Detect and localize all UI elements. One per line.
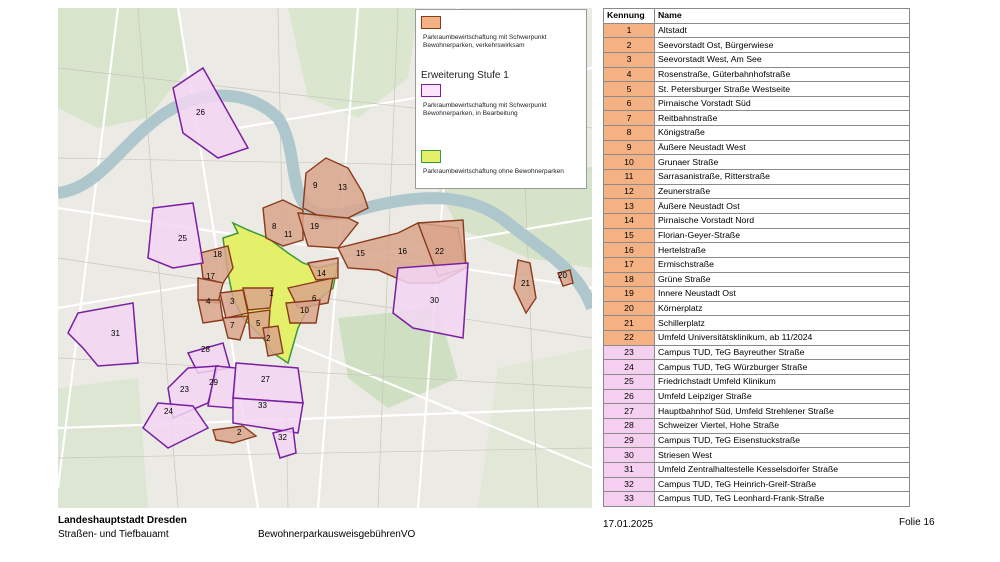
map-legend [415,9,587,189]
column-header-name: Name [655,9,910,24]
zone-name-cell: Campus TUD, TeG Heinrich-Greif-Straße [655,477,910,492]
zone-name-cell: Grunaer Straße [655,155,910,170]
zone-id-cell: 26 [604,389,655,404]
zone-label: 20 [558,271,567,280]
legend-text-planned: Parkraumbewirtschaftung mit Schwerpunkt Bewohnerparken, in Bearbeitung [423,102,547,117]
zone-name-cell: Hertelstraße [655,243,910,258]
zone-name-cell: Umfeld Zentralhaltestelle Kesselsdorfer Straße [655,462,910,477]
zone-label: 31 [111,329,120,338]
zones-table [603,8,910,507]
zone-id-cell: 19 [604,287,655,302]
zone-id-cell: 25 [604,375,655,390]
zone-id-cell: 27 [604,404,655,419]
zone-name-cell: Altstadt [655,23,910,38]
city-map [58,8,592,508]
zone-id-cell: 4 [604,67,655,82]
table-row [604,126,910,141]
zone-name-cell: Schweizer Viertel, Hohe Straße [655,418,910,433]
zone-label: 10 [300,306,309,315]
zone-name-cell: Äußere Neustadt Ost [655,199,910,214]
zone-id-cell: 1 [604,23,655,38]
zone-label: 29 [209,378,218,387]
zone-name-cell: Striesen West [655,448,910,463]
zone-id-cell: 15 [604,228,655,243]
zone-name-cell: Zeunerstraße [655,184,910,199]
table-row [604,272,910,287]
zone-label: 14 [317,269,326,278]
legend-text-active: Parkraumbewirtschaftung mit Schwerpunkt Bewohnerparken, verkehrswirksam [423,34,547,49]
table-row [604,287,910,302]
zone-label: 4 [206,297,211,306]
table-row [604,82,910,97]
zone-id-cell: 14 [604,213,655,228]
zone-label: 23 [180,385,189,394]
table-row [604,184,910,199]
legend-swatch-active [421,16,441,29]
zone-label: 30 [430,296,439,305]
table-row [604,38,910,53]
zone-name-cell: Sarrasanistraße, Ritterstraße [655,170,910,185]
zone-label: 22 [435,247,444,256]
zone-label: 13 [338,183,347,192]
zone-id-cell: 23 [604,345,655,360]
zone-name-cell: Campus TUD, TeG Eisenstuckstraße [655,433,910,448]
table-row [604,331,910,346]
zone-id-cell: 13 [604,199,655,214]
zone-name-cell: Umfeld Universitätsklinikum, ab 11/2024 [655,331,910,346]
zone-name-cell: Rosenstraße, Güterbahnhofstraße [655,67,910,82]
zone-label: 11 [284,230,293,239]
zone-name-cell: St. Petersburger Straße Westseite [655,82,910,97]
table-row [604,111,910,126]
table-row [604,492,910,507]
zone-id-cell: 33 [604,492,655,507]
zone-name-cell: Seevorstadt West, Am See [655,52,910,67]
table-row [604,360,910,375]
zone-id-cell: 31 [604,462,655,477]
footer-date: 17.01.2025 [603,519,654,530]
zone-name-cell: Hauptbahnhof Süd, Umfeld Strehlener Straße [655,404,910,419]
zone-id-cell: 10 [604,155,655,170]
legend-heading: Erweiterung Stufe 1 [421,70,509,81]
footer-slide-number: Folie 16 [899,517,935,528]
table-row [604,155,910,170]
zone-id-cell: 20 [604,301,655,316]
table-row [604,23,910,38]
zone-label: 19 [310,222,319,231]
legend-text-general: Parkraumbewirtschaftung ohne Bewohnerparken [423,168,564,175]
zone-id-cell: 17 [604,257,655,272]
zone-label: 18 [213,250,222,259]
zone-id-cell: 2 [604,38,655,53]
table-row [604,462,910,477]
zone-label: 24 [164,407,173,416]
zone-id-cell: 3 [604,52,655,67]
zone-label: 16 [398,247,407,256]
zone-label: 32 [278,433,287,442]
zone-id-cell: 21 [604,316,655,331]
zone-name-cell: Reitbahnstraße [655,111,910,126]
legend-swatch-general [421,150,441,163]
zone-name-cell: Umfeld Leipziger Straße [655,389,910,404]
zone-name-cell: Campus TUD, TeG Leonhard-Frank-Straße [655,492,910,507]
column-header-id: Kennung [604,9,655,24]
zone-name-cell: Innere Neustadt Ost [655,287,910,302]
zone-id-cell: 18 [604,272,655,287]
zone-name-cell: Äußere Neustadt West [655,140,910,155]
footer-department: Straßen- und Tiefbauamt [58,529,169,540]
zone-label: 8 [272,222,277,231]
zone-25 [148,203,203,268]
zone-name-cell: Körnerplatz [655,301,910,316]
zone-id-cell: 5 [604,82,655,97]
table-row [604,404,910,419]
table-row [604,228,910,243]
zone-id-cell: 30 [604,448,655,463]
zone-17 [198,278,223,303]
table-row [604,199,910,214]
table-row [604,316,910,331]
table-row [604,448,910,463]
zone-label: 21 [521,279,530,288]
zone-label: 27 [261,375,270,384]
zone-label: 1 [269,289,274,298]
zone-label: 26 [196,108,205,117]
zone-id-cell: 22 [604,331,655,346]
zone-name-cell: Pirnaische Vorstadt Süd [655,96,910,111]
zone-name-cell: Seevorstadt Ost, Bürgerwiese [655,38,910,53]
table-row [604,170,910,185]
zone-label: 3 [230,297,235,306]
zone-id-cell: 7 [604,111,655,126]
zone-label: 5 [256,319,261,328]
table-row [604,301,910,316]
table-header-row [604,9,910,24]
zone-id-cell: 29 [604,433,655,448]
table-row [604,257,910,272]
zone-label: 33 [258,401,267,410]
zone-label: 7 [230,321,235,330]
zone-id-cell: 16 [604,243,655,258]
table-row [604,243,910,258]
zone-label: 2 [266,334,271,343]
table-row [604,345,910,360]
zone-label: 15 [356,249,365,258]
zone-name-cell: Pirnaische Vorstadt Nord [655,213,910,228]
table-row [604,477,910,492]
zone-id-cell: 12 [604,184,655,199]
zone-name-cell: Campus TUD, TeG Würzburger Straße [655,360,910,375]
table-row [604,418,910,433]
footer-organization: Landeshauptstadt Dresden [58,515,187,526]
table-row [604,67,910,82]
zone-id-cell: 28 [604,418,655,433]
zone-id-cell: 24 [604,360,655,375]
zone-id-cell: 9 [604,140,655,155]
zone-label: 25 [178,234,187,243]
zone-name-cell: Schillerplatz [655,316,910,331]
zone-name-cell: Grüne Straße [655,272,910,287]
zone-label: 2 [237,428,242,437]
table-row [604,433,910,448]
zone-name-cell: Campus TUD, TeG Bayreuther Straße [655,345,910,360]
table-row [604,213,910,228]
zone-name-cell: Florian-Geyer-Straße [655,228,910,243]
zone-label: 28 [201,345,210,354]
table-row [604,140,910,155]
zone-8-11 [263,200,303,246]
table-row [604,389,910,404]
zone-id-cell: 11 [604,170,655,185]
zone-id-cell: 6 [604,96,655,111]
zone-name-cell: Königstraße [655,126,910,141]
zone-4 [198,300,223,323]
table-row [604,375,910,390]
legend-swatch-planned [421,84,441,97]
footer-document: BewohnerparkausweisgebührenVO [258,529,416,540]
zone-label: 9 [313,181,318,190]
zone-id-cell: 8 [604,126,655,141]
table-row [604,96,910,111]
table-row [604,52,910,67]
zone-label: 17 [206,272,215,281]
zone-name-cell: Ermischstraße [655,257,910,272]
zone-label: 6 [312,294,317,303]
zone-name-cell: Friedrichstadt Umfeld Klinikum [655,375,910,390]
zone-id-cell: 32 [604,477,655,492]
